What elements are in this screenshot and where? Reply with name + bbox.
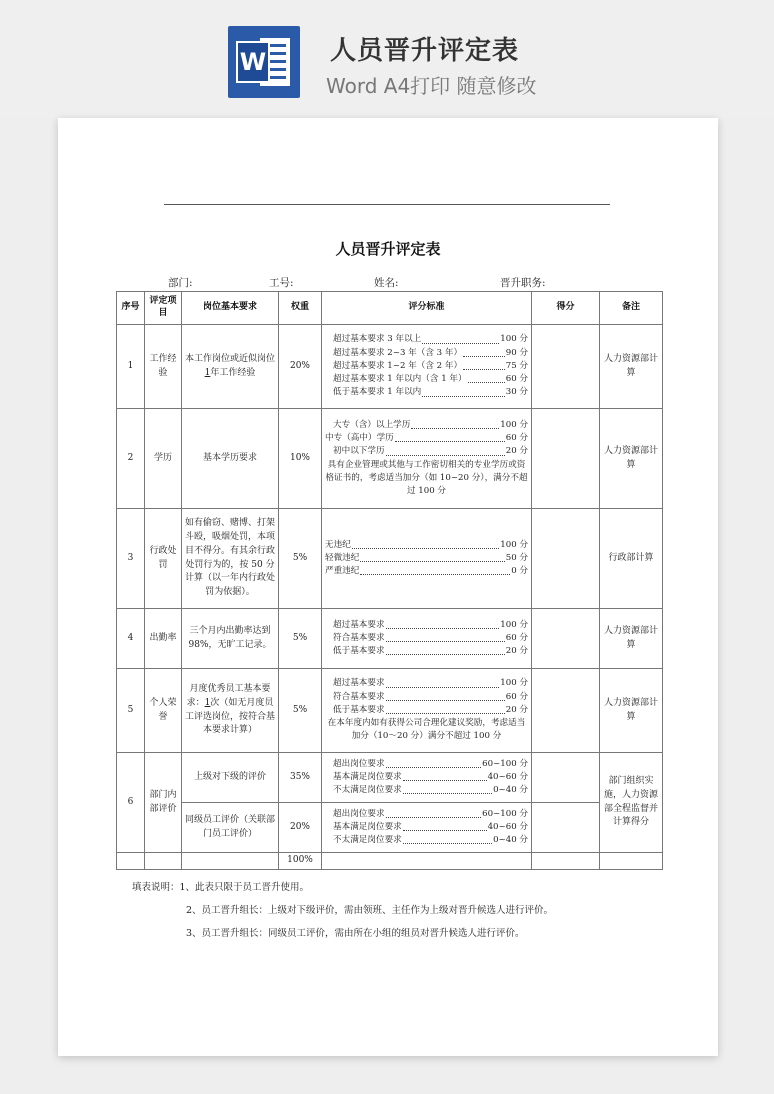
row-item: 行政处罚 xyxy=(145,509,182,609)
row-score-cell[interactable] xyxy=(532,669,600,753)
row-criteria: 超出岗位要求 60~100 分 基本满足岗位要求 40~60 分 不太满足岗位要求 0~40 分 xyxy=(322,803,532,853)
header-title: 人员晋升评定表 xyxy=(330,36,520,66)
row-criteria: 超出岗位要求 60~100 分 基本满足岗位要求 40~60 分 不太满足岗位要求 0~40 分 xyxy=(322,753,532,803)
document-title: 人员晋升评定表 xyxy=(335,240,441,258)
row-weight: 20% xyxy=(279,803,322,853)
row-number: 4 xyxy=(117,609,145,669)
row-requirement: 基本学历要求 xyxy=(182,409,279,509)
field-name: 姓名: xyxy=(374,277,399,289)
total-score-cell[interactable] xyxy=(532,853,600,870)
row-number: 2 xyxy=(117,409,145,509)
col-header: 序号 xyxy=(117,292,145,325)
col-header: 岗位基本要求 xyxy=(182,292,279,325)
row-score-cell[interactable] xyxy=(532,509,600,609)
row-note: 人力资源部计算 xyxy=(600,325,663,409)
row-weight: 5% xyxy=(279,509,322,609)
row-score-cell[interactable] xyxy=(532,803,600,853)
row-criteria: 超过基本要求 3 年以上 100 分 超过基本要求 2~3 年（含 3 年） 90 分 超过基本要求 1~2 年（含 2 年） 75 分 超过基本要求 1 年以内（含 1 年） 60 分 低于基本要求 1 年以内 30 分 xyxy=(322,325,532,409)
table-row xyxy=(117,609,663,669)
row-requirement: 月度优秀员工基本要求：1次（如无月度员工评选岗位，按符合基本要求计算） xyxy=(182,669,279,753)
note-line: 2、员工晋升组长：上级对下级评价，需由领班、主任作为上级对晋升候选人进行评价。 xyxy=(186,905,554,916)
row-requirement: 上级对下级的评价 xyxy=(182,753,279,803)
note-line: 填表说明：1、此表只限于员工晋升使用。 xyxy=(132,882,310,893)
table-row xyxy=(117,509,663,609)
table-row xyxy=(117,409,663,509)
row-weight: 5% xyxy=(279,609,322,669)
row-requirement: 同级员工评价（关联部门员工评价） xyxy=(182,803,279,853)
row-number: 3 xyxy=(117,509,145,609)
fill-instructions xyxy=(132,876,553,945)
row-item: 工作经验 xyxy=(145,325,182,409)
row-score-cell[interactable] xyxy=(532,325,600,409)
col-header: 得分 xyxy=(532,292,600,325)
field-employee-id: 工号: xyxy=(269,277,294,289)
preview-header xyxy=(0,0,774,118)
row-weight: 20% xyxy=(279,325,322,409)
row-item: 部门内部评价 xyxy=(145,753,182,853)
row-note: 人力资源部计算 xyxy=(600,609,663,669)
table-row xyxy=(117,803,663,853)
row-weight: 5% xyxy=(279,669,322,753)
col-header: 权重 xyxy=(279,292,322,325)
field-department: 部门: xyxy=(168,277,193,289)
row-score-cell[interactable] xyxy=(532,409,600,509)
row-note: 人力资源部计算 xyxy=(600,669,663,753)
row-requirement: 本工作岗位或近似岗位1年工作经验 xyxy=(182,325,279,409)
row-score-cell[interactable] xyxy=(532,609,600,669)
row-criteria: 大专（含）以上学历 100 分 中专（高中）学历 60 分 初中以下学历 20 分 具有企业管理或其他与工作密切相关的专业学历或资格证书的，考虑适当加分（如 10~20 分），满分不超过 100 分 xyxy=(322,409,532,509)
row-note: 部门组织实施，人力资源部全程监督并计算得分 xyxy=(600,753,663,853)
table-row xyxy=(117,753,663,803)
col-header: 评分标准 xyxy=(322,292,532,325)
row-criteria: 超过基本要求 100 分 符合基本要求 60 分 低于基本要求 20 分 xyxy=(322,609,532,669)
row-weight: 35% xyxy=(279,753,322,803)
row-note: 人力资源部计算 xyxy=(600,409,663,509)
row-weight: 10% xyxy=(279,409,322,509)
row-criteria: 超过基本要求 100 分 符合基本要求 60 分 低于基本要求 20 分 在本年度内如有获得公司合理化建议奖励，考虑适当加分（10～20 分）满分不超过 100 分 xyxy=(322,669,532,753)
total-weight: 100% xyxy=(279,853,322,870)
table-header-row xyxy=(117,292,663,325)
row-item: 学历 xyxy=(145,409,182,509)
col-header: 评定项目 xyxy=(145,292,182,325)
header-subtitle: Word A4打印 随意修改 xyxy=(326,74,537,98)
word-document-icon: W xyxy=(228,26,300,98)
document-page xyxy=(58,118,718,1056)
row-requirement: 三个月内出勤率达到 98%，无旷工记录。 xyxy=(182,609,279,669)
row-item: 出勤率 xyxy=(145,609,182,669)
note-line: 3、员工晋升组长：同级员工评价，需由所在小组的组员对晋升候选人进行评价。 xyxy=(186,928,525,939)
table-row xyxy=(117,325,663,409)
col-header: 备注 xyxy=(600,292,663,325)
table-row xyxy=(117,669,663,753)
row-criteria: 无违纪 100 分 轻微违纪 50 分 严重违纪 0 分 xyxy=(322,509,532,609)
evaluation-table xyxy=(116,291,663,870)
row-number: 5 xyxy=(117,669,145,753)
field-promotion-position: 晋升职务: xyxy=(500,277,546,289)
row-note: 行政部计算 xyxy=(600,509,663,609)
row-requirement: 如有偷窃、赌博、打架斗殴，吸烟处罚，本项目不得分。有其余行政处罚行为的，按 50 分计算（以一年内行政处罚为依据）。 xyxy=(182,509,279,609)
total-row xyxy=(117,853,663,870)
row-score-cell[interactable] xyxy=(532,753,600,803)
row-number: 6 xyxy=(117,753,145,853)
row-item: 个人荣誉 xyxy=(145,669,182,753)
row-number: 1 xyxy=(117,325,145,409)
header-rule xyxy=(164,204,610,205)
